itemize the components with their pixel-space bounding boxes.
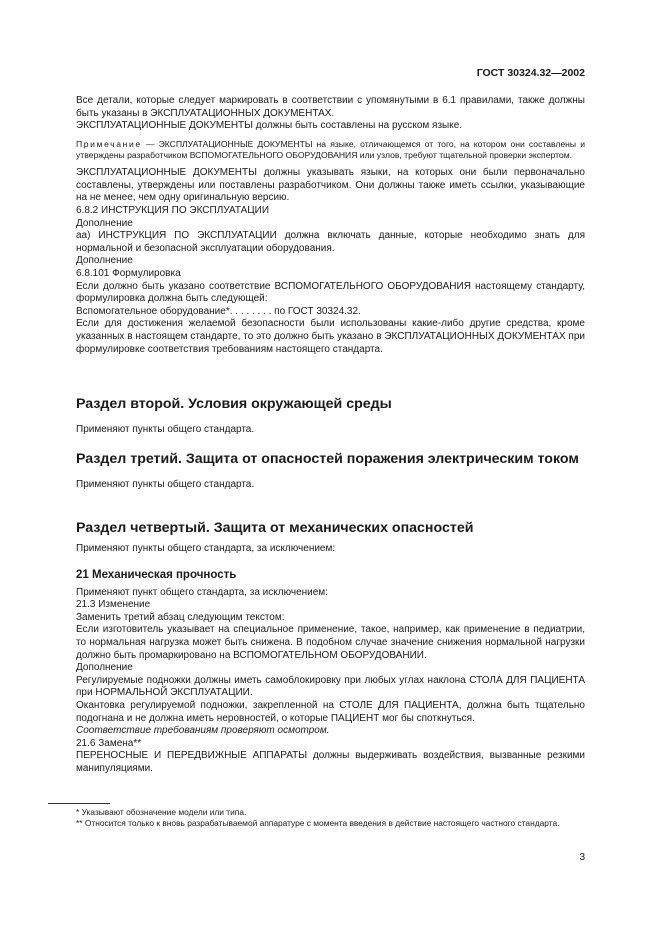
- footnote-divider: [48, 803, 110, 804]
- clause-heading: 21.3 Изменение: [76, 599, 151, 611]
- paragraph: аа) ИНСТРУКЦИЯ ПО ЭКСПЛУАТАЦИИ должна включать данные, которые необходимо знать для нормальной и безопасной эксплуатации оборудования.: [76, 230, 585, 254]
- paragraph: Регулируемые подножки должны иметь самоблокировку при любых углах наклона СТОЛА ДЛЯ ПАЦИЕНТА при НОРМАЛЬНОЙ ЭКСПЛУАТАЦИИ.: [76, 674, 585, 699]
- note-label: Примечание: [76, 138, 142, 149]
- section-title: Раздел второй. Условия окружающей среды: [76, 396, 392, 412]
- footnote: ** Относится только к вновь разрабатываемой аппаратуре с момента введения в действие настоящего частного стандарта.: [76, 818, 560, 828]
- addition-label: Дополнение: [76, 217, 133, 229]
- paragraph: Заменить третий абзац следующим текстом:: [76, 611, 285, 623]
- verification-note: Соответствие требованиям проверяют осмотром.: [76, 725, 330, 737]
- paragraph: ЭКСПЛУАТАЦИОННЫЕ ДОКУМЕНТЫ должны указывать языки, на которых они были первоначально составлены, утверждены или поставлены разработчиком. Они должны также иметь ссылки, указывающие на не менее, чем одну оригинальную версию.: [76, 167, 585, 204]
- intro-block: [76, 95, 585, 356]
- footnote: * Указывают обозначение модели или типа.: [76, 807, 247, 817]
- subsection-title: 21 Механическая прочность: [76, 568, 237, 581]
- addition-label: Дополнение: [76, 255, 133, 267]
- clause-heading: 21.6 Замена**: [76, 737, 142, 749]
- clause-heading: 6.8.101 Формулировка: [76, 267, 181, 279]
- note: [76, 139, 585, 161]
- addition-label: Дополнение: [76, 662, 133, 674]
- paragraph: Если изготовитель указывает на специальное применение, такое, например, как применение в педиатрии, то нормальная нагрузка может быть снижена. В подобном случае значение снижения нормальной нагрузки должно быть промаркировано на ВСПОМОГАТЕЛЬНОМ ОБОРУДОВАНИИ.: [76, 624, 585, 661]
- clause-heading: 6.8.2 ИНСТРУКЦИЯ ПО ЭКСПЛУАТАЦИИ: [76, 204, 270, 216]
- page-number: 3: [579, 852, 585, 863]
- paragraph: Если для достижения желаемой безопасности были использованы какие-либо другие средства, кроме указанных в настоящем стандарте, то это должно быть указано в ЭКСПЛУАТАЦИОННЫХ ДОКУМЕНТАХ при формулировке соответствия требованиям настоящего стандарта.: [76, 318, 585, 355]
- section-three: [76, 450, 585, 492]
- note-text: — ЭКСПЛУАТАЦИОННЫЕ ДОКУМЕНТЫ на языке, отличающемся от того, на котором они составлены и утверждены разработчиком ВСПОМОГАТЕЛЬНОГО ОБОРУДОВАНИЯ или узлов, требуют тщательной проверки экспертом.: [76, 138, 585, 160]
- document-header: ГОСТ 30324.32—2002: [476, 67, 585, 79]
- section-two: [76, 395, 585, 437]
- paragraph: Вспомогательное оборудование*. . . . . . . . по ГОСТ 30324.32.: [76, 305, 361, 317]
- paragraph: Применяют пункты общего стандарта.: [76, 479, 255, 490]
- paragraph: Применяют пункты общего стандарта.: [76, 424, 255, 435]
- section-four: [76, 519, 585, 776]
- footnotes: [76, 807, 585, 829]
- section-title: Раздел третий. Защита от опасностей поражения электрическим током: [76, 451, 579, 467]
- paragraph: ЭКСПЛУАТАЦИОННЫЕ ДОКУМЕНТЫ должны быть составлены на русском языке.: [76, 120, 463, 132]
- paragraph: ПЕРЕНОСНЫЕ И ПЕРЕДВИЖНЫЕ АППАРАТЫ должны выдерживать воздействия, вызванные резкими манипуляциями.: [76, 750, 585, 774]
- paragraph: Если должно быть указано соответствие ВСПОМОГАТЕЛЬНОГО ОБОРУДОВАНИЯ настоящему стандарту, формулировка должна быть следующей:: [76, 280, 585, 305]
- paragraph: Окантовка регулируемой подножки, закрепленной на СТОЛЕ ДЛЯ ПАЦИЕНТА, должна быть тщательно подогнана и не должна иметь неровностей, о которые ПАЦИЕНТ мог бы споткнуться.: [76, 699, 585, 724]
- paragraph: Применяют пункт общего стандарта, за исключением:: [76, 586, 328, 598]
- paragraph: Применяют пункты общего стандарта, за исключением:: [76, 543, 336, 554]
- paragraph: Все детали, которые следует маркировать в соответствии с упомянутыми в 6.1 правилами, также должны быть указаны в ЭКСПЛУАТАЦИОННЫХ ДОКУМЕНТАХ.: [76, 95, 585, 119]
- section-title: Раздел четвертый. Защита от механических опасностей: [76, 520, 474, 536]
